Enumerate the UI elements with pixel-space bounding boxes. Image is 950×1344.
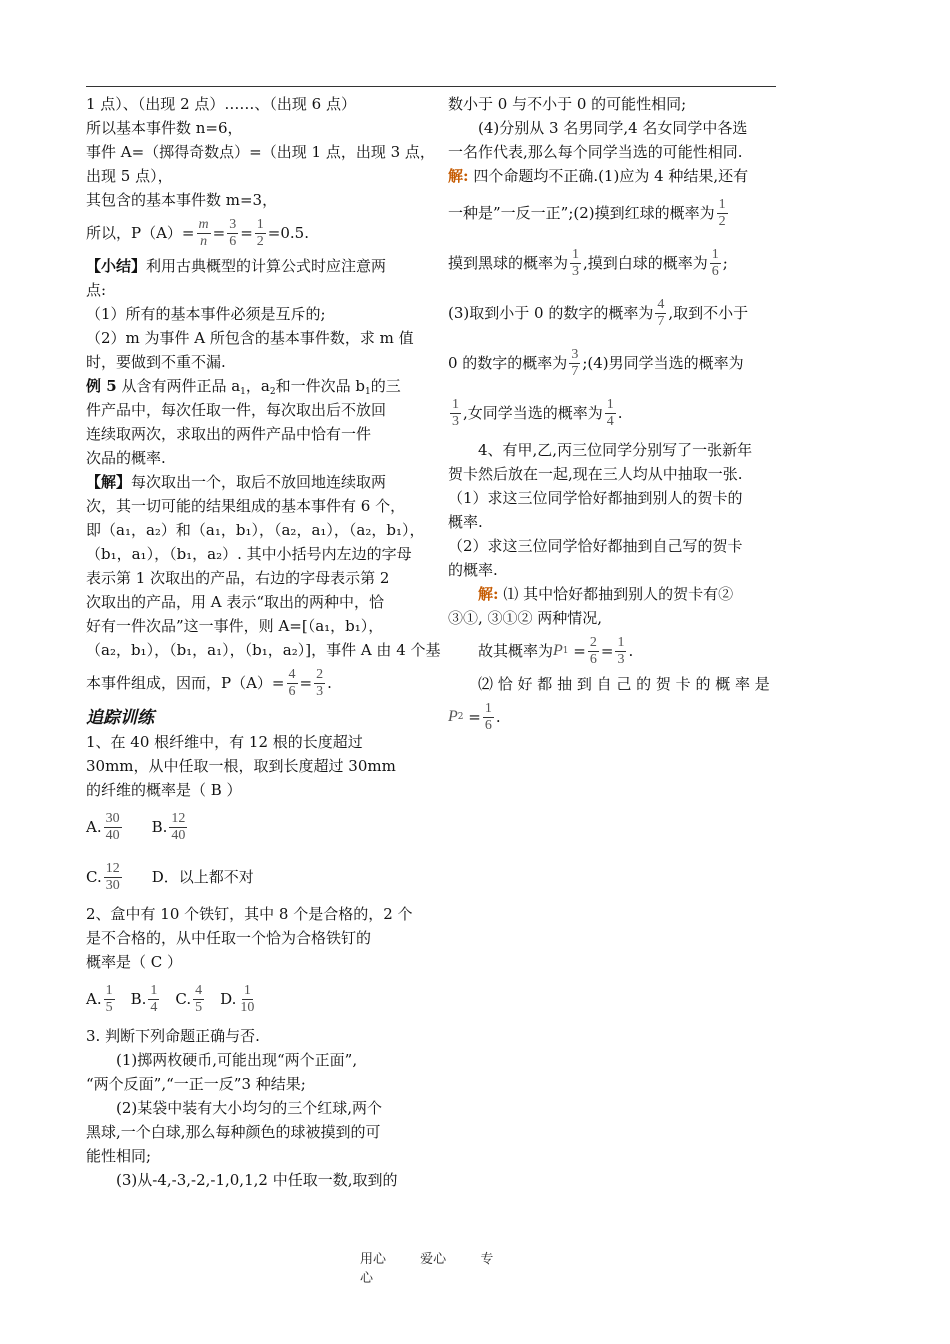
text-line: (2)某袋中装有大小均匀的三个红球,两个: [116, 1099, 383, 1117]
text-line: 一名作代表,那么每个同学当选的可能性相同.: [448, 143, 743, 161]
fraction-m-over-n: $\frac{m}{n}$: [198, 216, 209, 249]
answer-4-formula-1: 故其概率为 P 1 = $\frac{2}{6}$ = $\frac{1}{3}$ .: [478, 634, 634, 667]
text-line: 黑球,一个白球,那么每种颜色的球被摸到的可: [86, 1123, 381, 1141]
footer-text: 专心: [360, 1252, 494, 1286]
text-line: 的纤维的概率是（ B ）: [86, 781, 242, 799]
text-line: （2）求这三位同学恰好都抽到自己写的贺卡: [448, 537, 743, 555]
summary-heading: 【小结】利用古典概型的计算公式时应注意两: [86, 257, 387, 275]
text-line: (4)分别从 3 名男同学,4 名女同学中各选: [478, 119, 748, 137]
formula-end: =0.5.: [267, 224, 309, 242]
text-line: 次，其一切可能的结果组成的基本事件有 6 个，: [86, 497, 406, 515]
fraction-4-over-7: $\frac{4}{7}$: [657, 296, 665, 329]
fraction-1-over-3: $\frac{1}{3}$: [572, 246, 580, 279]
fraction-12-over-30: $\frac{12}{30}$: [105, 860, 120, 893]
answer-line-nonnegative: 0 的数字的概率为 $\frac{3}{7}$ ;(4)男同学当选的概率为: [448, 346, 744, 379]
text-line: （b₁，a₁），（b₁，a₂）. 其中小括号内左边的字母: [86, 545, 412, 563]
footer-text: 爱心: [420, 1252, 447, 1267]
answer-4-formula-2: P 2 = $\frac{1}{6}$ .: [448, 700, 501, 733]
text-line: 时，要做到不重不漏.: [86, 353, 226, 371]
fraction-1-over-2: $\frac{1}{2}$: [256, 216, 264, 249]
fraction-1-over-6: $\frac{1}{6}$: [711, 246, 719, 279]
text-line: 1 点）、（出现 2 点）……、（出现 6 点）: [86, 95, 356, 113]
text-line: 贺卡然后放在一起,现在三人均从中抽取一张.: [448, 465, 743, 483]
text-line: (3)从-4,-3,-2,-1,0,1,2 中任取一数,取到的: [116, 1171, 398, 1189]
footer-text: 用心: [360, 1252, 387, 1267]
answer-line-negative: (3)取到小于 0 的数字的概率为 $\frac{4}{7}$ ,取到不小于: [448, 296, 749, 329]
left-column: [86, 92, 441, 1192]
text-line: 表示第 1 次取出的产品，右边的字母表示第 2: [86, 569, 390, 587]
answer-line-black-white: 摸到黑球的概率为 $\frac{1}{3}$ ,摸到白球的概率为 $\frac{1}{6}$ ;: [448, 246, 728, 279]
text-line: 概率是（ C ）: [86, 953, 183, 971]
text-line: 30mm，从中任取一根，取到长度超过 30mm: [86, 757, 396, 775]
section-title: 追踪训练: [86, 708, 154, 728]
fraction-1-over-6: $\frac{1}{6}$: [484, 700, 492, 733]
header-rule: [86, 86, 776, 87]
text-line: ③①, ③①② 两种情况,: [448, 609, 603, 627]
text-line: 事件 A=（掷得奇数点）=（出现 1 点，出现 3 点，: [86, 143, 435, 161]
q2-options: A. $\frac{1}{5}$ B. $\frac{1}{4}$ C. $\frac{4}{5}$ D. $\frac{1}{10}$: [86, 982, 255, 1015]
text-line: 出现 5 点），: [86, 167, 173, 185]
formula-prefix: 所以，P（A）=: [86, 224, 195, 242]
example-5-heading: 例 5 从含有两件正品 $a_1$，$a_2$和一件次品 $b_1$的三: [86, 377, 401, 397]
q1-options-cd: C. $\frac{12}{30}$ D．以上都不对: [86, 860, 254, 893]
text-line: 所以基本事件数 n=6，: [86, 119, 243, 137]
text-line: 4、有甲,乙,丙三位同学分别写了一张新年: [478, 441, 753, 459]
text-line: (1)掷两枚硬币,可能出现“两个正面”,: [116, 1051, 358, 1069]
text-line: （1）求这三位同学恰好都抽到别人的贺卡的: [448, 489, 743, 507]
fraction-12-over-40: $\frac{12}{40}$: [171, 810, 186, 843]
fraction-30-over-40: $\frac{30}{40}$: [105, 810, 120, 843]
fraction-3-over-6: $\frac{3}{6}$: [229, 216, 237, 249]
text-line: 3. 判断下列命题正确与否.: [86, 1027, 260, 1045]
text-line: 概率.: [448, 513, 483, 531]
text-line: “两个反面”,“一正一反”3 种结果;: [86, 1075, 306, 1093]
fraction-1-over-2: $\frac{1}{2}$: [718, 196, 726, 229]
text-line: （1）所有的基本事件必须是互斥的;: [86, 305, 326, 323]
probability-formula: 所以，P（A）= $\frac{m}{n}$ = $\frac{3}{6}$ = $\frac{1}{2}$ =0.5.: [86, 216, 309, 249]
fraction-1-over-5: $\frac{1}{5}$: [105, 982, 113, 1015]
fraction-1-over-4: $\frac{1}{4}$: [150, 982, 158, 1015]
solution-heading: 【解】每次取出一个，取后不放回地连续取两: [86, 473, 387, 491]
solution-formula: 本事件组成，因而，P（A）= $\frac{4}{6}$ = $\frac{2}{3}$ .: [86, 666, 332, 699]
text-line: 件产品中，每次任取一件，每次取出后不放回: [86, 401, 387, 419]
page-footer: [360, 1248, 520, 1286]
answer-heading: 解: 四个命题均不正确.(1)应为 4 种结果,还有: [448, 167, 749, 185]
right-column: [448, 92, 776, 738]
answer-line-red: 一种是”一反一正”;(2)摸到红球的概率为 $\frac{1}{2}$: [448, 196, 726, 229]
text-line: 是不合格的，从中任取一个恰为合格铁钉的: [86, 929, 372, 947]
fraction-2-over-6: $\frac{2}{6}$: [589, 634, 597, 667]
fraction-1-over-4: $\frac{1}{4}$: [606, 396, 614, 429]
text-line: 即（a₁，a₂）和（a₁，b₁），（a₂，a₁），（a₂，b₁），: [86, 521, 425, 539]
fraction-1-over-3: $\frac{1}{3}$: [617, 634, 625, 667]
text-line: 数小于 0 与不小于 0 的可能性相同;: [448, 95, 687, 113]
text-line: 能性相同;: [86, 1147, 152, 1165]
answer-4-heading: 解: ⑴ 其中恰好都抽到别人的贺卡有②: [478, 585, 734, 603]
fraction-3-over-7: $\frac{3}{7}$: [571, 346, 579, 379]
fraction-1-over-3: $\frac{1}{3}$: [452, 396, 459, 429]
text-line: （2）m 为事件 A 所包含的基本事件数，求 m 值: [86, 329, 414, 347]
text-line: 连续取两次，求取出的两件产品中恰有一件: [86, 425, 372, 443]
text-line: ⑵ 恰 好 都 抽 到 自 己 的 贺 卡 的 概 率 是: [478, 675, 770, 693]
fraction-2-over-3: $\frac{2}{3}$: [316, 666, 324, 699]
text-line: 的概率.: [448, 561, 498, 579]
fraction-1-over-10: $\frac{1}{10}$: [240, 982, 255, 1015]
text-line: 次取出的产品，用 A 表示“取出的两种中，恰: [86, 593, 385, 611]
text-line: 其包含的基本事件数 m=3，: [86, 191, 278, 209]
text-line: 次品的概率.: [86, 449, 166, 467]
fraction-4-over-6: $\frac{4}{6}$: [288, 666, 296, 699]
text-line: 点:: [86, 281, 107, 299]
text-line: （a₂，b₁），（b₁，a₁），（b₁，a₂）]，事件 A 由 4 个基: [86, 641, 441, 659]
text-line: 2、盒中有 10 个铁钉，其中 8 个是合格的，2 个: [86, 905, 413, 923]
q1-options-ab: A. $\frac{30}{40}$ B. $\frac{12}{40}$: [86, 810, 186, 843]
fraction-4-over-5: $\frac{4}{5}$: [195, 982, 203, 1015]
text-line: 好有一件次品”这一事件，则 A=[（a₁，b₁），: [86, 617, 384, 635]
text-line: 1、在 40 根纤维中，有 12 根的长度超过: [86, 733, 363, 751]
answer-line-gender: $\frac{1}{3}$ ,女同学当选的概率为 $\frac{1}{4}$ .: [452, 396, 623, 429]
